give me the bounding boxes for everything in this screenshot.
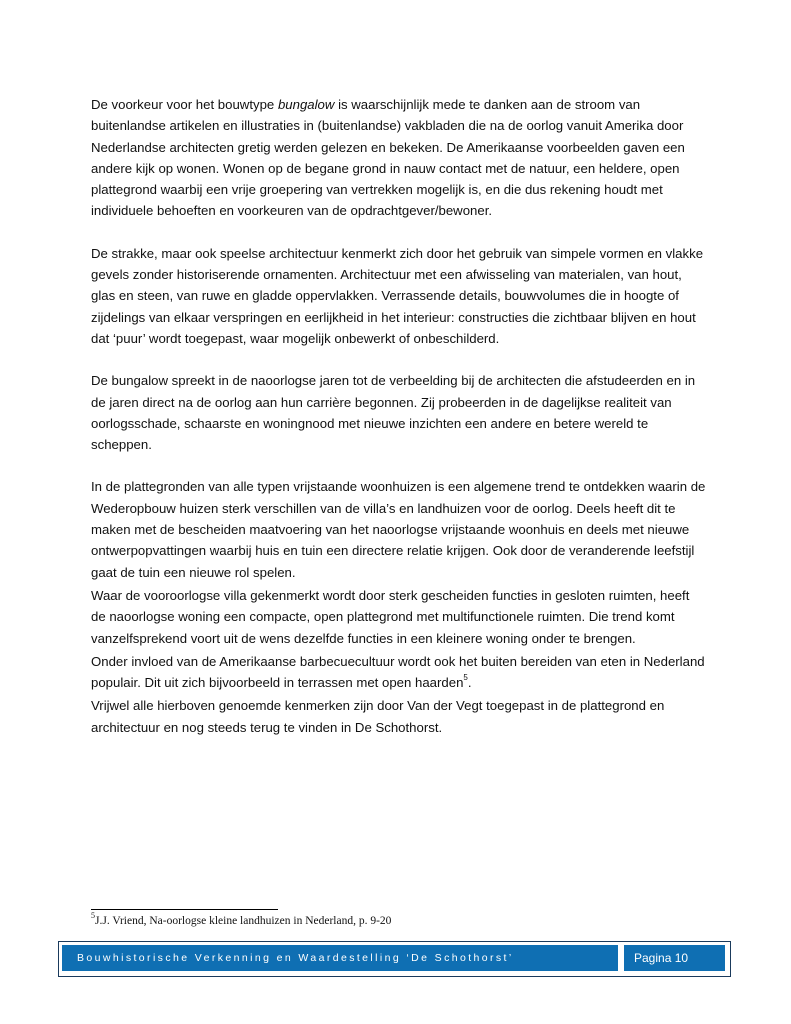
paragraph-2: De strakke, maar ook speelse architectuur kenmerkt zich door het gebruik van simpele vormen en vlakke gevels zonder historiserende ornamenten. Architectuur met een afwisseling van materialen, van hout, glas en steen, van ruwe en gladde oppervlakken. Verrassende details, bouwvolumes die in hoogte of zijdelings van elkaar verspringen en eerlijkheid in het interieur: constructies die zichtbaar blijven en hout dat ‘puur’ wordt toegepast, waar mogelijk onbewerkt of onbeschilderd. bbox=[91, 245, 704, 346]
footnote-reference[interactable]: 5 bbox=[463, 673, 468, 683]
footnote bbox=[91, 911, 392, 927]
footnote-separator bbox=[91, 909, 278, 910]
paragraph-5: Waar de vooroorlogse villa gekenmerkt wordt door sterk gescheiden functies in gesloten ruimten, heeft de naoorlogse woning een compacte, open plattegrond met multifunctionele ruimten. Die trend komt vanzelfsprekend voort uit de wens dezelfde functies in een kleinere woning onder te brengen. bbox=[91, 587, 690, 646]
footnote-text: J.J. Vriend, Na-oorlogse kleine landhuizen in Nederland, p. 9-20 bbox=[95, 915, 392, 927]
paragraph-4: In de plattegronden van alle typen vrijstaande woonhuizen is een algemene trend te ontdekken waarin de Wederopbouw huizen sterk verschillen van de villa’s en landhuizen voor de oorlog. Deels heeft dit te maken met de bescheiden maatvoering van het naoorlogse vrijstaande woonhuis en deels met nieuwe ontwerpopvattingen waarbij huis en tuin een directere relatie krijgen. Ook door de veranderende leefstijl gaat de tuin een nieuwe rol spelen. bbox=[91, 479, 706, 580]
footnote-number: 5 bbox=[91, 911, 95, 920]
page-footer bbox=[58, 941, 731, 977]
paragraph-1: De voorkeur voor het bouwtype bungalow is waarschijnlijk mede te danken aan de stroom van buitenlandse artikelen en illustraties in (buitenlandse) vakbladen die na de oorlog vanuit Amerika door Nederlandse architecten gretig werden gelezen en bekeken. De Amerikaanse voorbeelden gaven een andere kijk op wonen. Wonen op de begane grond in nauw contact met de natuur, een heldere, open plattegrond waarbij een vrije groepering van vertrekken mogelijk is, en die dus rekening houdt met individuele behoeften en voorkeuren van de opdrachtgever/bewoner. bbox=[91, 97, 685, 219]
footer-document-title: Bouwhistorische Verkenning en Waardestelling ‘De Schothorst’ bbox=[62, 945, 618, 971]
paragraph-7: Vrijwel alle hierboven genoemde kenmerken zijn door Van der Vegt toegepast in de plattegrond en architectuur en nog steeds terug te vinden in De Schothorst. bbox=[91, 698, 665, 735]
footer-page-number: Pagina 10 bbox=[624, 945, 725, 971]
emphasis-bungalow: bungalow bbox=[277, 97, 335, 112]
paragraph-3: De bungalow spreekt in de naoorlogse jaren tot de verbeelding bij de architecten die afstudeerden en in de jaren direct na de oorlog aan hun carrière begonnen. Zij probeerden in de dagelijkse realiteit van oorlogsschade, schaarste en woningnood met nieuwe inzichten een andere en betere wereld te scheppen. bbox=[91, 373, 696, 453]
body-text bbox=[91, 94, 706, 738]
paragraph-6: Onder invloed van de Amerikaanse barbecuecultuur wordt ook het buiten bereiden van eten in Nederland populair. Dit uit zich bijvoorbeeld in terrassen met open haarden$^5$. bbox=[91, 653, 705, 691]
